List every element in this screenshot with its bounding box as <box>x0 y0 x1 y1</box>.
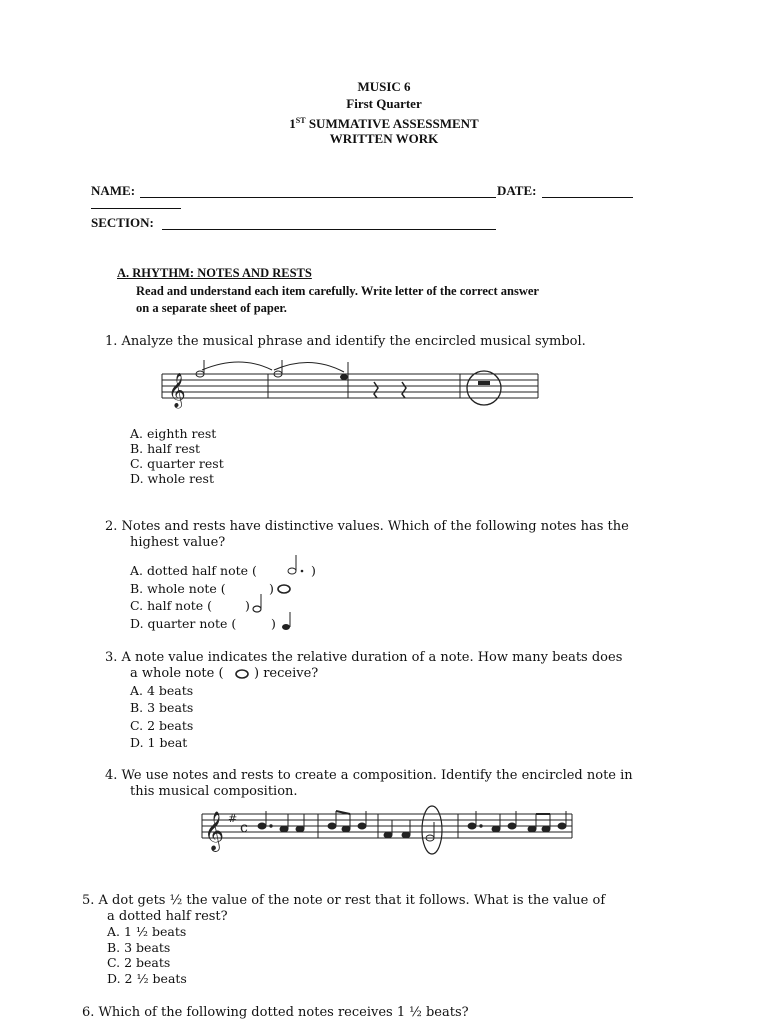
quarter-rest-1 <box>374 382 378 398</box>
q3-option-b: B. 3 beats <box>130 700 194 715</box>
q3-text-2a: a whole note ( <box>130 666 224 681</box>
encircled-symbol <box>467 371 501 405</box>
q3-option-c: C. 2 beats <box>130 718 194 733</box>
date-label: DATE: <box>497 183 537 198</box>
assessment-title: SUMMATIVE ASSESSMENT <box>305 116 479 131</box>
section-line[interactable] <box>162 229 496 230</box>
half-note-icon <box>250 592 266 614</box>
sharp-icon: # <box>228 812 238 825</box>
q2-text-2: highest value? <box>130 535 226 550</box>
whole-note-inline-icon <box>234 668 250 680</box>
q1-option-d: D. whole rest <box>130 471 214 486</box>
treble-clef-icon-2: 𝄞 <box>204 811 225 851</box>
section-a-title <box>117 265 312 282</box>
date-line-continued[interactable] <box>91 208 181 209</box>
q2-option-b: B. whole note ( <box>130 581 226 596</box>
quarter-note-icon <box>280 610 296 632</box>
doc-title-subject: MUSIC 6 <box>357 79 411 94</box>
common-time-icon: c <box>240 820 248 836</box>
whole-note-icon <box>276 582 294 596</box>
section-a-title-text: A. RHYTHM: NOTES AND RESTS <box>117 266 312 280</box>
q2-option-a-close: ) <box>311 563 316 578</box>
q4-staff-image <box>200 800 580 870</box>
quarter-rest-2 <box>402 382 406 398</box>
q2-option-a: A. dotted half note ( <box>130 563 257 578</box>
q2-option-d: D. quarter note ( <box>130 616 237 631</box>
q5-option-a: A. 1 ½ beats <box>107 924 187 939</box>
quarter-note <box>340 374 348 380</box>
q3-text-1: 3. A note value indicates the relative duration of a note. How many beats does <box>105 650 623 665</box>
name-label: NAME: <box>91 183 136 198</box>
q4-text-1: 4. We use notes and rests to create a composition. Identify the encircled note in <box>105 768 633 783</box>
assessment-number: 1 <box>289 116 296 131</box>
q5-option-d: D. 2 ½ beats <box>107 971 187 986</box>
date-line[interactable] <box>542 197 633 198</box>
section-label: SECTION: <box>91 215 154 230</box>
q2-text-1: 2. Notes and rests have distinctive values. Which of the following notes has the <box>105 519 629 534</box>
q2-option-c: C. half note ( <box>130 598 213 613</box>
q5-text-1: 5. A dot gets ½ the value of the note or rest that it follows. What is the value of <box>82 893 606 908</box>
q3-text-2b: ) receive? <box>254 666 319 681</box>
q2-option-d-close: ) <box>271 616 276 631</box>
q6-text: 6. Which of the following dotted notes receives 1 ½ beats? <box>82 1005 469 1020</box>
q5-option-c: C. 2 beats <box>107 955 171 970</box>
q1-option-b: B. half rest <box>130 441 201 456</box>
q1-text: 1. Analyze the musical phrase and identify the encircled musical symbol. <box>105 334 586 349</box>
q2-option-b-close: ) <box>269 581 274 596</box>
section-a-instructions-2: on a separate sheet of paper. <box>136 301 287 315</box>
treble-clef-icon: 𝄞 <box>168 373 186 408</box>
half-rest-symbol <box>478 381 490 385</box>
q5-option-b: B. 3 beats <box>107 940 171 955</box>
q2-option-c-close: ) <box>245 598 250 613</box>
dotted-half-note-icon <box>282 553 312 577</box>
doc-title-type: WRITTEN WORK <box>329 131 439 146</box>
encircled-note-2 <box>422 806 442 854</box>
q5-text-2: a dotted half rest? <box>107 909 228 924</box>
q1-staff-image <box>160 360 550 430</box>
q1-option-a: A. eighth rest <box>130 426 217 441</box>
doc-title-assessment <box>0 112 768 132</box>
q4-text-2: this musical composition. <box>130 784 298 799</box>
q3-option-a: A. 4 beats <box>130 683 194 698</box>
q1-option-c: C. quarter rest <box>130 456 224 471</box>
q3-option-d: D. 1 beat <box>130 735 188 750</box>
assessment-ordinal: ST <box>295 116 306 125</box>
name-line[interactable] <box>140 197 496 198</box>
doc-title-quarter: First Quarter <box>346 96 422 111</box>
section-a-instructions-1: Read and understand each item carefully. Write letter of the correct answer <box>136 284 539 298</box>
